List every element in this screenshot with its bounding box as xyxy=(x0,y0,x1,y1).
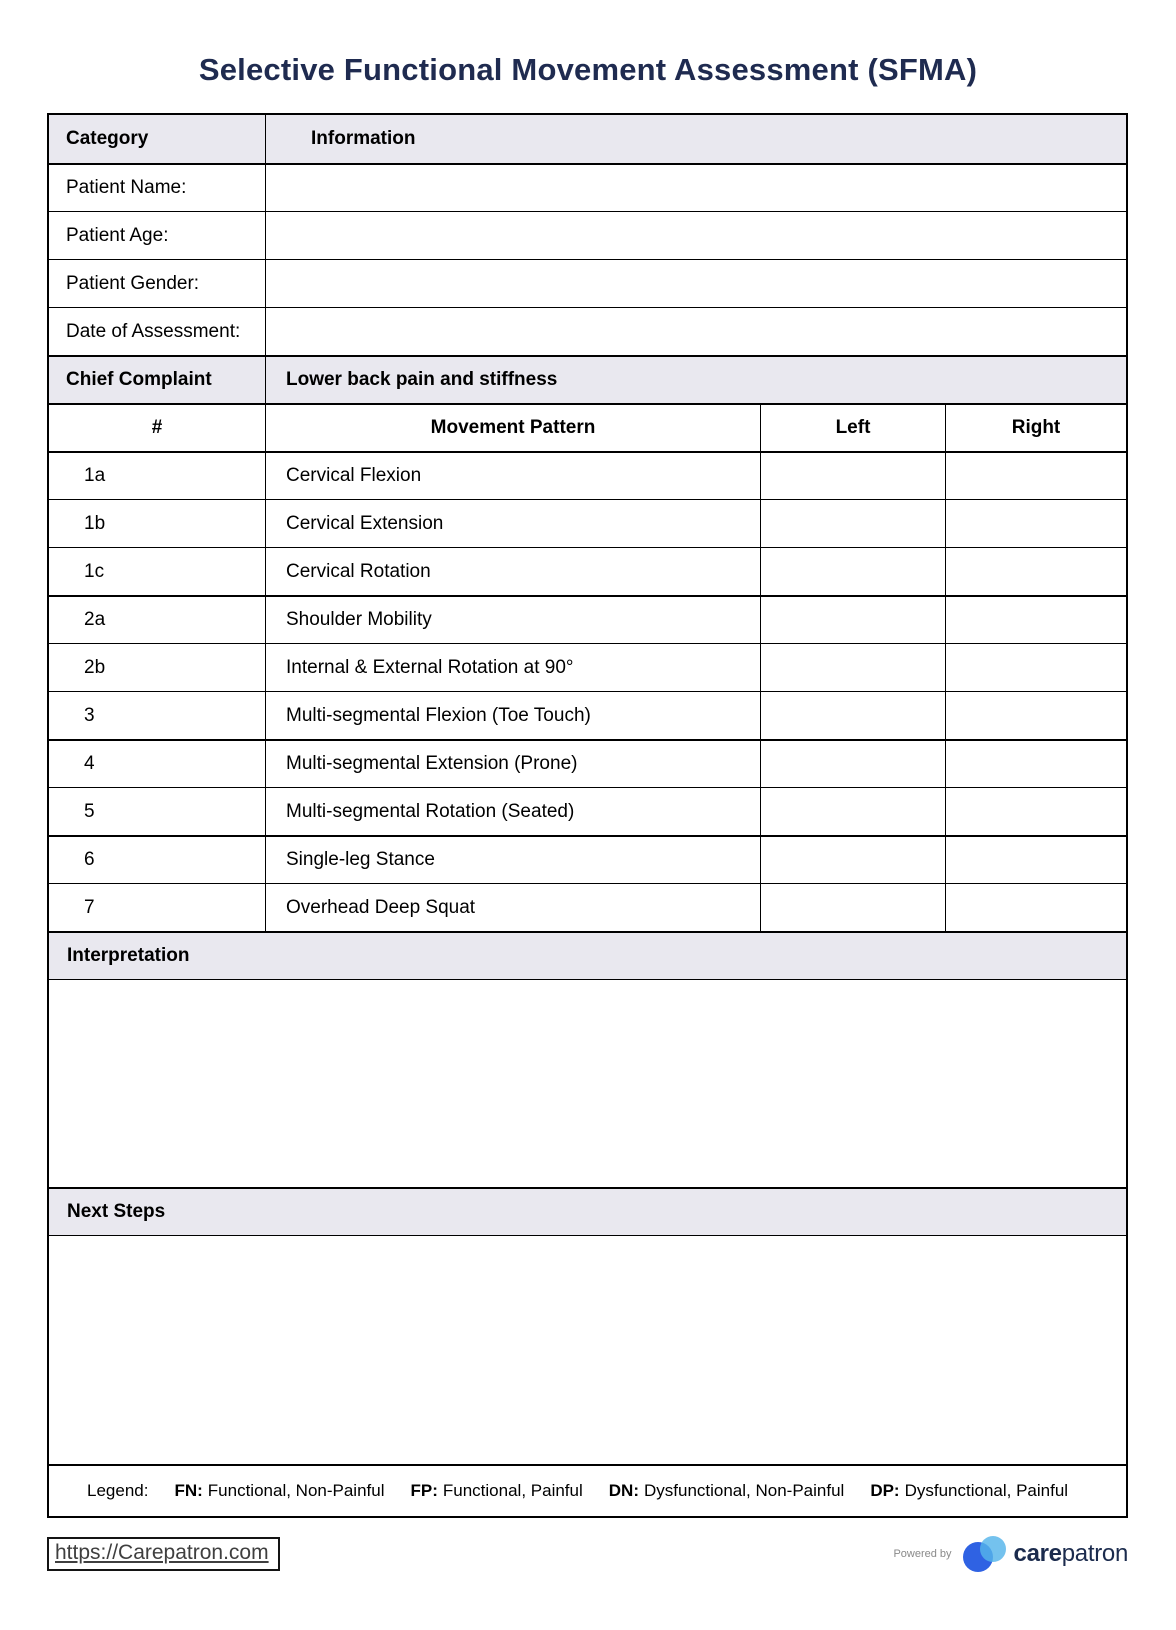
legend-item: DP: Dysfunctional, Painful xyxy=(870,1481,1069,1500)
carepatron-link[interactable]: https://Carepatron.com xyxy=(47,1537,280,1571)
right-score-cell[interactable] xyxy=(945,884,1126,931)
right-score-cell[interactable] xyxy=(945,597,1126,643)
movement-number: 4 xyxy=(84,753,95,774)
movement-pattern: Cervical Rotation xyxy=(265,548,760,595)
right-score-cell[interactable] xyxy=(945,500,1126,547)
powered-by-label: Powered by xyxy=(893,1548,952,1560)
chief-complaint-label: Chief Complaint xyxy=(66,369,212,390)
right-score-cell[interactable] xyxy=(945,644,1126,691)
sfma-form-table xyxy=(47,113,1128,1518)
movement-pattern: Cervical Extension xyxy=(265,500,760,547)
left-score-cell[interactable] xyxy=(760,453,945,499)
interpretation-field[interactable] xyxy=(49,979,1126,1187)
chief-complaint-row xyxy=(49,355,1126,403)
legend-item: FP: Functional, Painful xyxy=(410,1481,583,1500)
table-row xyxy=(49,691,1126,739)
right-score-cell[interactable] xyxy=(945,548,1126,595)
patient-gender-label: Patient Gender: xyxy=(66,272,200,294)
page-title: Selective Functional Movement Assessment (SFMA) xyxy=(198,52,978,87)
movement-pattern: Cervical Flexion xyxy=(265,453,760,499)
powered-by-branding xyxy=(893,1534,1128,1574)
table-row xyxy=(49,595,1126,643)
info-table-header-row xyxy=(49,115,1126,163)
patient-age-field[interactable] xyxy=(265,212,1126,259)
table-row xyxy=(49,643,1126,691)
movement-pattern: Multi-segmental Rotation (Seated) xyxy=(265,788,760,835)
movement-pattern: Internal & External Rotation at 90° xyxy=(265,644,760,691)
movement-number: 1a xyxy=(84,465,106,486)
chief-complaint-value: Lower back pain and stiffness xyxy=(265,357,1126,403)
movement-table-header-row xyxy=(49,403,1126,451)
legend-prefix: Legend: xyxy=(87,1481,149,1500)
patient-age-label: Patient Age: xyxy=(66,224,169,246)
table-row xyxy=(49,787,1126,835)
patient-name-field[interactable] xyxy=(265,165,1126,211)
next-steps-section-header: Next Steps xyxy=(49,1187,1126,1235)
right-score-cell[interactable] xyxy=(945,453,1126,499)
right-score-cell[interactable] xyxy=(945,837,1126,883)
movement-number: 7 xyxy=(84,896,95,918)
movement-number: 2a xyxy=(84,609,106,630)
left-score-cell[interactable] xyxy=(760,788,945,835)
table-row xyxy=(49,499,1126,547)
number-column-header: # xyxy=(151,417,163,438)
table-row xyxy=(49,451,1126,499)
table-row xyxy=(49,163,1126,211)
information-column-header: Information xyxy=(265,115,1126,163)
table-row xyxy=(49,259,1126,307)
patient-name-label: Patient Name: xyxy=(66,177,187,198)
assessment-date-field[interactable] xyxy=(265,308,1126,355)
right-column-header: Right xyxy=(945,405,1126,451)
movement-pattern: Multi-segmental Flexion (Toe Touch) xyxy=(265,692,760,739)
carepatron-logo-icon xyxy=(962,1534,1008,1574)
right-score-cell[interactable] xyxy=(945,692,1126,739)
left-score-cell[interactable] xyxy=(760,741,945,787)
left-score-cell[interactable] xyxy=(760,548,945,595)
table-row xyxy=(49,307,1126,355)
left-score-cell[interactable] xyxy=(760,884,945,931)
next-steps-field[interactable] xyxy=(49,1235,1126,1464)
legend-row xyxy=(49,1464,1126,1516)
assessment-date-label: Date of Assessment: xyxy=(66,320,241,342)
legend-item: DN: Dysfunctional, Non-Painful xyxy=(608,1481,845,1500)
left-score-cell[interactable] xyxy=(760,597,945,643)
right-score-cell[interactable] xyxy=(945,741,1126,787)
page-footer xyxy=(47,1534,1128,1574)
left-score-cell[interactable] xyxy=(760,500,945,547)
movement-pattern: Multi-segmental Extension (Prone) xyxy=(265,741,760,787)
carepatron-logo-text: carepatron xyxy=(1013,1540,1128,1567)
movement-number: 5 xyxy=(84,800,95,822)
patient-gender-field[interactable] xyxy=(265,260,1126,307)
movement-pattern: Shoulder Mobility xyxy=(265,597,760,643)
legend-item: FN: Functional, Non-Painful xyxy=(174,1481,385,1500)
left-score-cell[interactable] xyxy=(760,837,945,883)
category-column-header: Category xyxy=(66,128,149,149)
movement-pattern-column-header: Movement Pattern xyxy=(265,405,760,451)
left-column-header: Left xyxy=(760,405,945,451)
right-score-cell[interactable] xyxy=(945,788,1126,835)
table-row xyxy=(49,835,1126,883)
movement-number: 1c xyxy=(84,560,105,582)
movement-pattern: Single-leg Stance xyxy=(265,837,760,883)
table-row xyxy=(49,547,1126,595)
left-score-cell[interactable] xyxy=(760,644,945,691)
movement-number: 2b xyxy=(84,656,106,678)
interpretation-section-header: Interpretation xyxy=(49,931,1126,979)
movement-number: 3 xyxy=(84,704,95,726)
left-score-cell[interactable] xyxy=(760,692,945,739)
table-row xyxy=(49,739,1126,787)
movement-number: 6 xyxy=(84,849,95,870)
movement-number: 1b xyxy=(84,512,106,534)
table-row xyxy=(49,883,1126,931)
movement-pattern: Overhead Deep Squat xyxy=(265,884,760,931)
table-row xyxy=(49,211,1126,259)
